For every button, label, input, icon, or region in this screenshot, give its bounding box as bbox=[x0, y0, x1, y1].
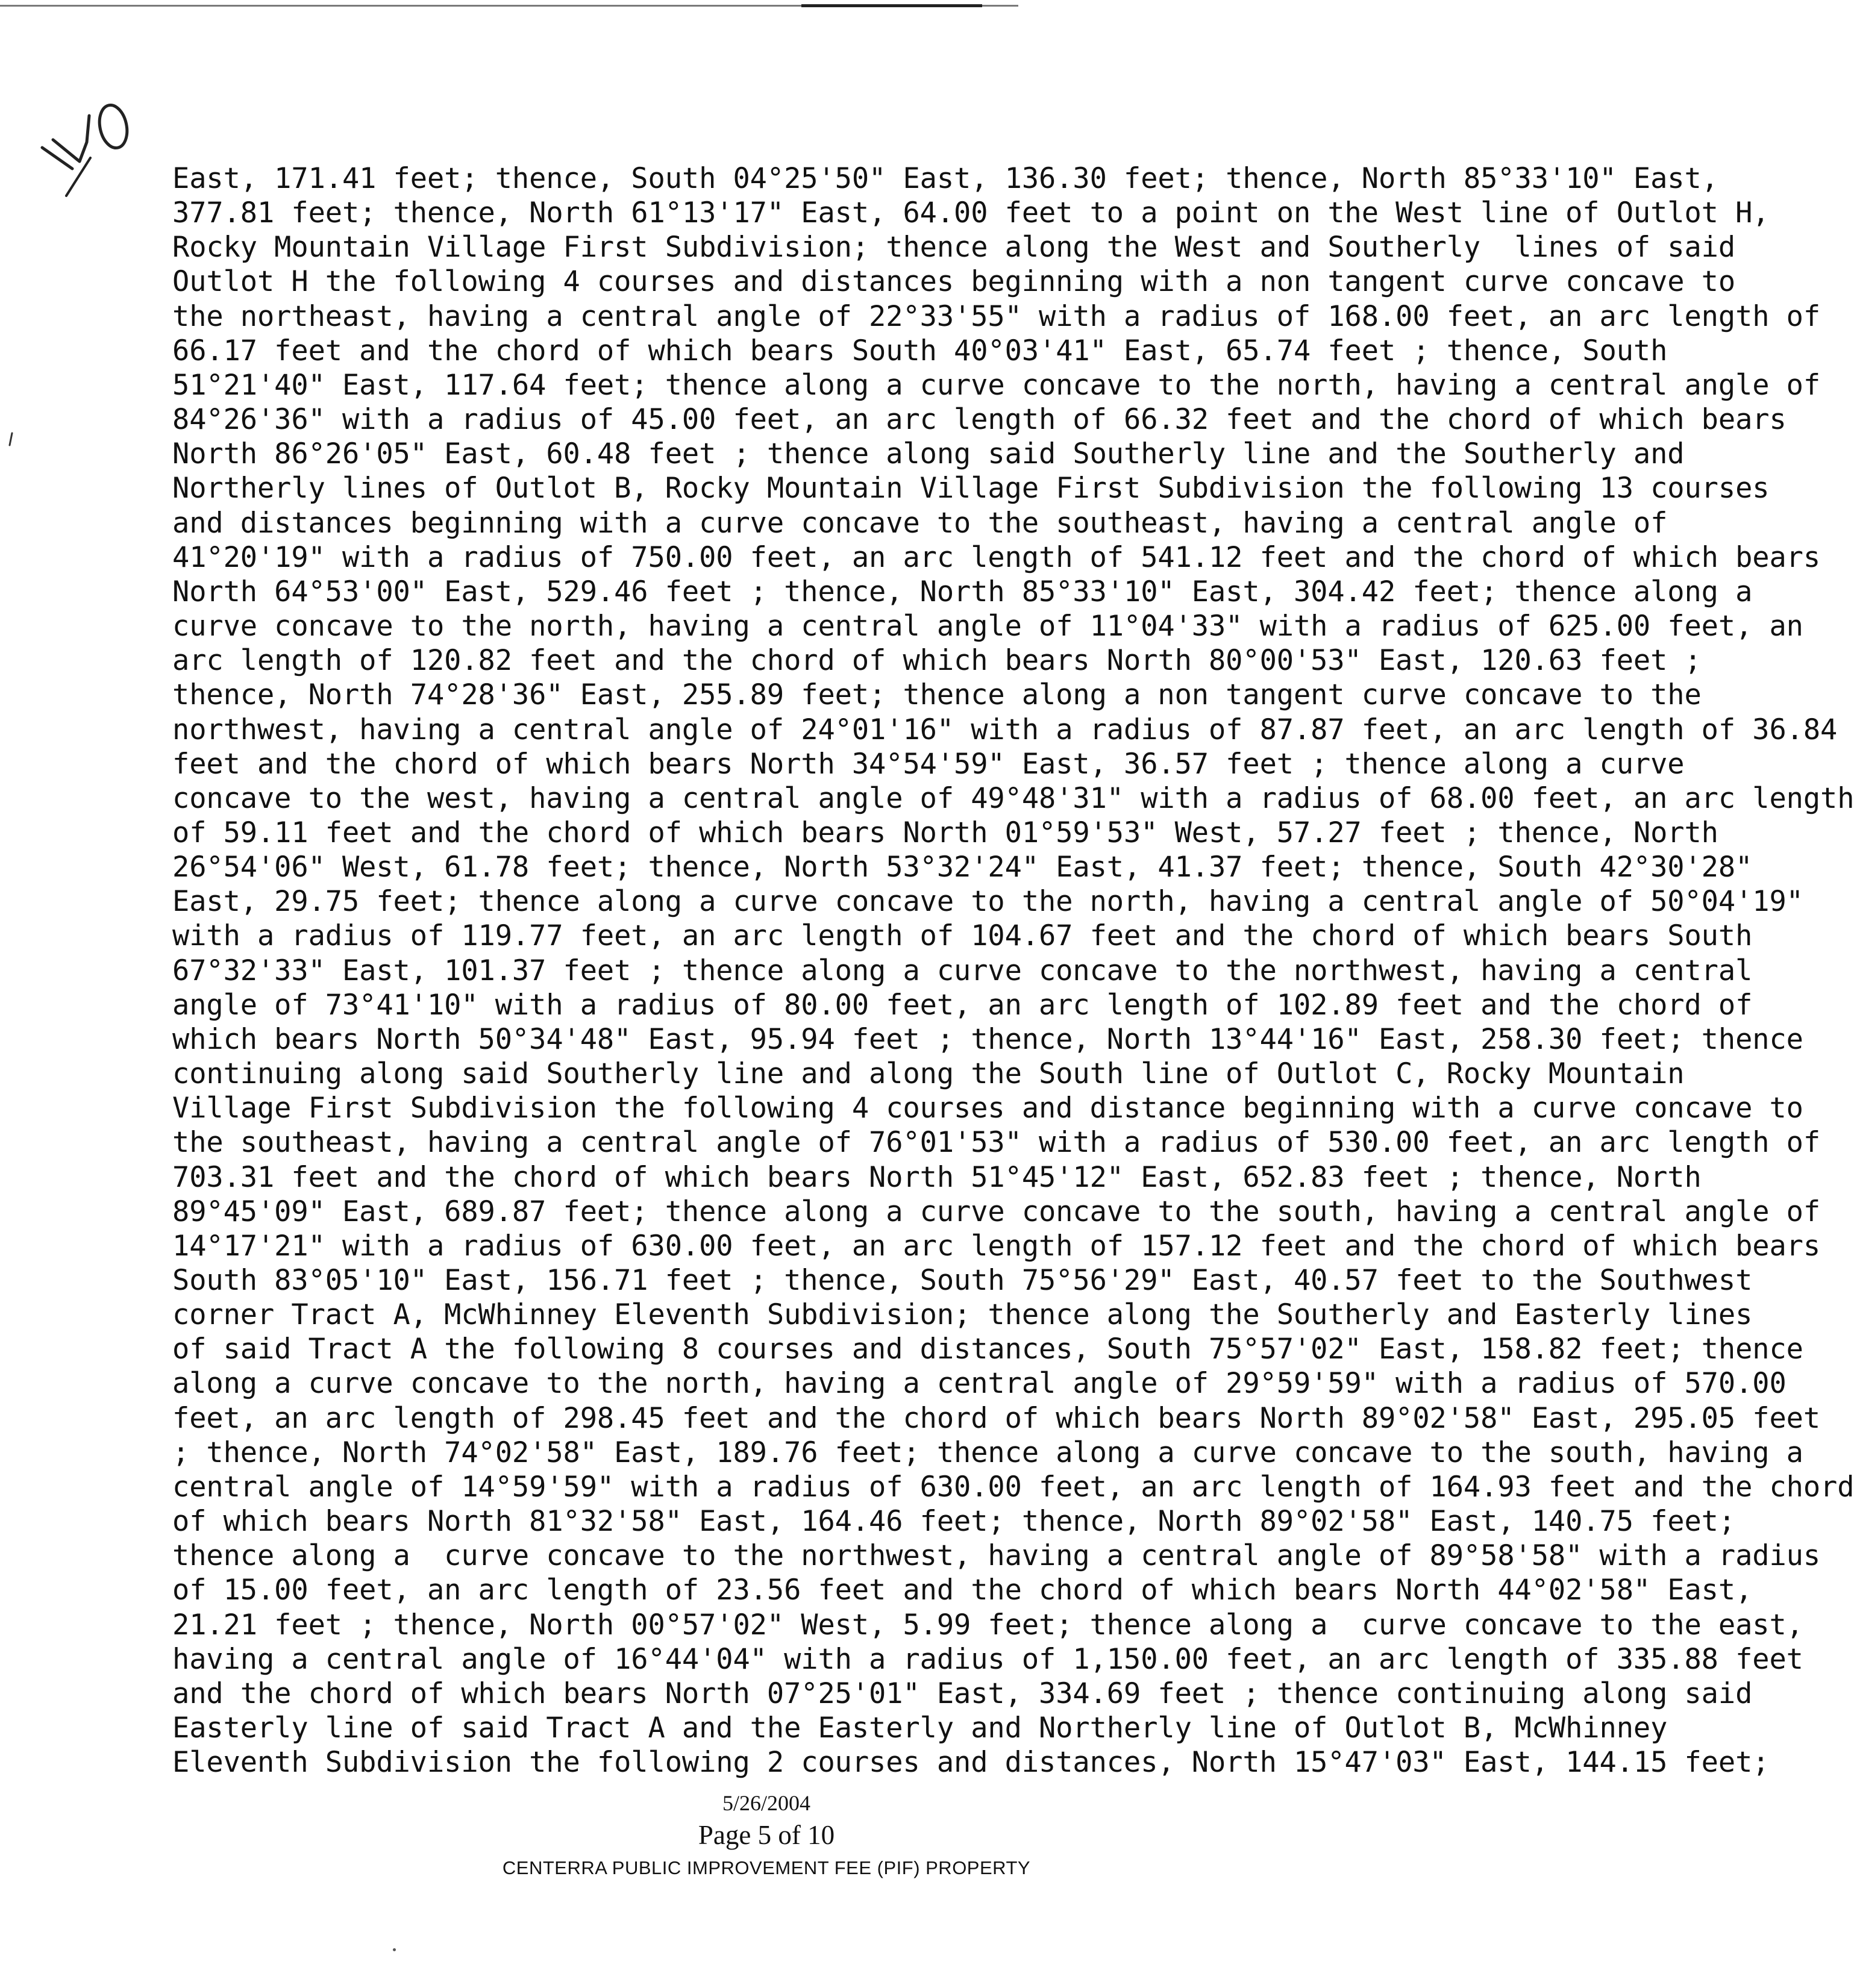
body-line: which bears North 50°34'48" East, 95.94 feet ; thence, North 13°44'16" East, 258.30 feet; thence bbox=[172, 1022, 1803, 1056]
body-line: feet, an arc length of 298.45 feet and the chord of which bears North 89°02'58" East, 295.05 feet bbox=[172, 1401, 1821, 1435]
handwritten-page-number bbox=[24, 84, 163, 199]
body-line: 66.17 feet and the chord of which bears South 40°03'41" East, 65.74 feet ; thence, South bbox=[172, 334, 1668, 367]
body-line: along a curve concave to the north, having a central angle of 29°59'59" with a radius of 570.00 bbox=[172, 1367, 1787, 1401]
body-line: 84°26'36" with a radius of 45.00 feet, an arc length of 66.32 feet and the chord of which bears bbox=[172, 403, 1787, 437]
body-line: North 64°53'00" East, 529.46 feet ; thence, North 85°33'10" East, 304.42 feet; thence along a bbox=[172, 575, 1753, 608]
body-line: concave to the west, having a central angle of 49°48'31" with a radius of 68.00 feet, an arc length bbox=[172, 781, 1854, 815]
body-line: 41°20'19" with a radius of 750.00 feet, an arc length of 541.12 feet and the chord of which bears bbox=[172, 540, 1821, 574]
body-line: East, 29.75 feet; thence along a curve concave to the north, having a central angle of 50°04'19" bbox=[172, 885, 1803, 919]
body-line: thence, North 74°28'36" East, 255.89 feet; thence along a non tangent curve concave to the bbox=[172, 678, 1702, 712]
body-line: Easterly line of said Tract A and the Easterly and Northerly line of Outlot B, McWhinney bbox=[172, 1711, 1668, 1745]
body-line: curve concave to the north, having a central angle of 11°04'33" with a radius of 625.00 feet, an bbox=[172, 610, 1803, 643]
margin-tick-mark bbox=[8, 433, 13, 446]
body-line: of 15.00 feet, an arc length of 23.56 feet and the chord of which bears North 44°02'58" East, bbox=[172, 1574, 1753, 1607]
body-line: with a radius of 119.77 feet, an arc length of 104.67 feet and the chord of which bears South bbox=[172, 919, 1753, 953]
footer-page-number: Page 5 of 10 bbox=[698, 1820, 835, 1850]
body-line: northwest, having a central angle of 24°01'16" with a radius of 87.87 feet, an arc length of 36.84 bbox=[172, 713, 1838, 746]
body-line: Eleventh Subdivision the following 2 courses and distances, North 15°47'03" East, 144.15 feet; bbox=[172, 1746, 1770, 1780]
body-line: Northerly lines of Outlot B, Rocky Mountain Village First Subdivision the following 13 courses bbox=[172, 472, 1770, 505]
footer-date: 5/26/2004 bbox=[722, 1791, 810, 1815]
body-line: 67°32'33" East, 101.37 feet ; thence along a curve concave to the northwest, having a central bbox=[172, 954, 1753, 987]
body-line: East, 171.41 feet; thence, South 04°25'50" East, 136.30 feet; thence, North 85°33'10" East, bbox=[172, 162, 1718, 195]
body-line: and the chord of which bears North 07°25'01" East, 334.69 feet ; thence continuing along said bbox=[172, 1677, 1753, 1710]
body-line: and distances beginning with a curve concave to the southeast, having a central angle of bbox=[172, 506, 1668, 540]
body-line: central angle of 14°59'59" with a radius of 630.00 feet, an arc length of 164.93 feet and the chord bbox=[172, 1470, 1854, 1504]
body-line: thence along a curve concave to the northwest, having a central angle of 89°58'58" with a radius bbox=[172, 1539, 1821, 1573]
body-line: the northeast, having a central angle of 22°33'55" with a radius of 168.00 feet, an arc length of bbox=[172, 299, 1821, 333]
body-line: of which bears North 81°32'58" East, 164.46 feet; thence, North 89°02'58" East, 140.75 feet; bbox=[172, 1505, 1736, 1539]
body-line: South 83°05'10" East, 156.71 feet ; thence, South 75°56'29" East, 40.57 feet to the Southwest bbox=[172, 1264, 1753, 1297]
legal-description-body bbox=[172, 161, 1854, 1780]
body-line: corner Tract A, McWhinney Eleventh Subdivision; thence along the Southerly and Easterly lines bbox=[172, 1298, 1753, 1332]
scan-top-rule-dark bbox=[801, 4, 982, 7]
body-line: 51°21'40" East, 117.64 feet; thence along a curve concave to the north, having a central angle of bbox=[172, 368, 1821, 402]
body-line: the southeast, having a central angle of 76°01'53" with a radius of 530.00 feet, an arc length of bbox=[172, 1126, 1821, 1160]
body-line: of 59.11 feet and the chord of which bears North 01°59'53" West, 57.27 feet ; thence, North bbox=[172, 816, 1718, 849]
body-line: Rocky Mountain Village First Subdivision; thence along the West and Southerly lines of said bbox=[172, 231, 1736, 264]
body-line: North 86°26'05" East, 60.48 feet ; thence along said Southerly line and the Southerly and bbox=[172, 437, 1685, 471]
body-line: Outlot H the following 4 courses and distances beginning with a non tangent curve concave to bbox=[172, 265, 1736, 299]
body-line: 14°17'21" with a radius of 630.00 feet, an arc length of 157.12 feet and the chord of which bears bbox=[172, 1229, 1821, 1263]
body-line: having a central angle of 16°44'04" with a radius of 1,150.00 feet, an arc length of 335.88 feet bbox=[172, 1642, 1803, 1676]
body-line: feet and the chord of which bears North 34°54'59" East, 36.57 feet ; thence along a curve bbox=[172, 747, 1685, 781]
body-line: of said Tract A the following 8 courses and distances, South 75°57'02" East, 158.82 feet; thence bbox=[172, 1333, 1803, 1366]
body-line: arc length of 120.82 feet and the chord of which bears North 80°00'53" East, 120.63 feet ; bbox=[172, 644, 1702, 678]
body-line: 703.31 feet and the chord of which bears North 51°45'12" East, 652.83 feet ; thence, North bbox=[172, 1160, 1702, 1194]
footer-property-title: CENTERRA PUBLIC IMPROVEMENT FEE (PIF) PROPERTY bbox=[502, 1857, 1031, 1878]
body-line: ; thence, North 74°02'58" East, 189.76 feet; thence along a curve concave to the south, having a bbox=[172, 1436, 1803, 1469]
body-line: Village First Subdivision the following 4 courses and distance beginning with a curve concave to bbox=[172, 1092, 1803, 1125]
body-line: angle of 73°41'10" with a radius of 80.00 feet, an arc length of 102.89 feet and the chord of bbox=[172, 988, 1753, 1022]
body-line: 377.81 feet; thence, North 61°13'17" East, 64.00 feet to a point on the West line of Outlot H, bbox=[172, 196, 1770, 230]
body-line: continuing along said Southerly line and along the South line of Outlot C, Rocky Mountain bbox=[172, 1057, 1685, 1091]
body-line: 21.21 feet ; thence, North 00°57'02" West, 5.99 feet; thence along a curve concave to the east, bbox=[172, 1608, 1803, 1642]
body-line: 26°54'06" West, 61.78 feet; thence, North 53°32'24" East, 41.37 feet; thence, South 42°30'28" bbox=[172, 851, 1753, 884]
body-line: 89°45'09" East, 689.87 feet; thence along a curve concave to the south, having a central angle of bbox=[172, 1195, 1821, 1228]
scan-speck bbox=[393, 1948, 396, 1951]
